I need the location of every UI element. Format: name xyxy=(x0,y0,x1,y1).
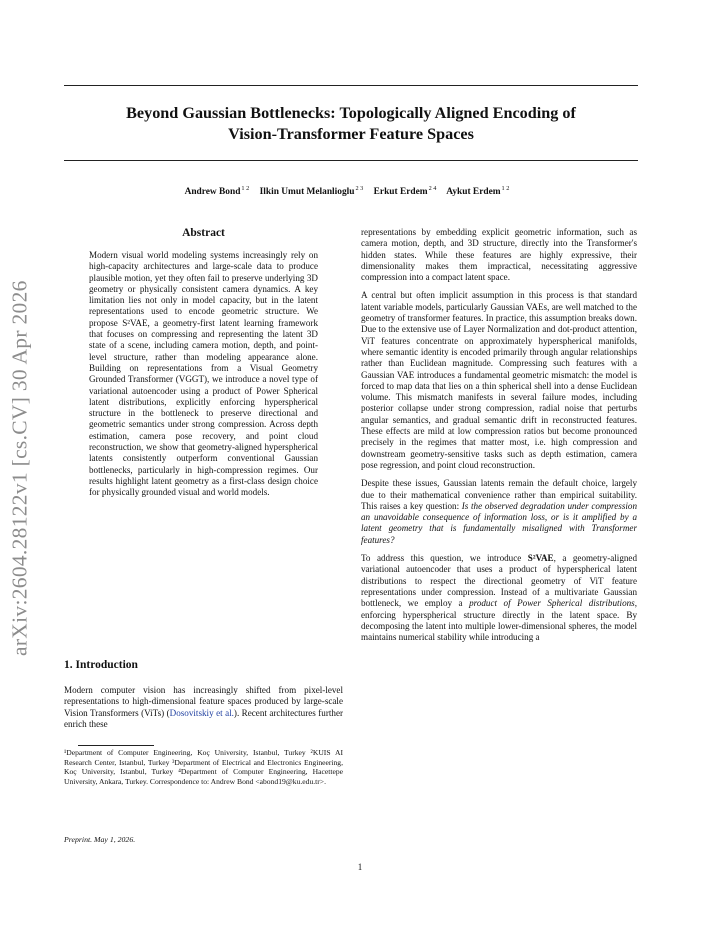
footnote-rule xyxy=(78,745,154,746)
right-column xyxy=(361,227,637,650)
author-list xyxy=(64,184,638,197)
title-line-2: Vision-Transformer Feature Spaces xyxy=(228,125,474,143)
intro-text: Modern computer vision has increasingly shifted from pixel-level representations to high-dimensional feature spaces produced by large-scale Vision Transformers (ViTs) ( xyxy=(64,685,343,718)
affiliations-footnote: ¹Department of Computer Engineering, Koç University, Istanbul, Turkey ²KUIS AI Research Center, Istanbul, Turkey ³Department of Electrical and Electronics Engineering, Koç University, Istanbul, Turkey ⁴Department of Computer Engineering, Hacettepe University, Ankara, Turkey. Correspondence to: Andrew Bond <abond19@ku.edu.tr>. xyxy=(64,748,343,786)
author-affiliation: 2 4 xyxy=(428,184,437,192)
page-number: 1 xyxy=(357,862,363,872)
section-heading-introduction: 1. Introduction xyxy=(64,659,138,671)
paragraph-text: , enforcing hyperspherical structure directly in the latent space. By decomposing the latent into multiple lower-dimensional spheres, the model maintains numerical stability while introducing a xyxy=(361,598,637,643)
author-name: Ilkin Umut Melanlioglu xyxy=(259,187,355,197)
citation-link[interactable]: Dosovitskiy et al. xyxy=(169,707,234,718)
top-rule xyxy=(64,85,638,86)
abstract-heading: Abstract xyxy=(182,227,225,239)
title-line-1: Beyond Gaussian Bottlenecks: Topologically Aligned Encoding of xyxy=(126,104,576,122)
abstract-text: Modern visual world modeling systems increasingly rely on high-capacity architectures and large-scale data to produce plausible motion, yet they often fail to preserve underlying 3D geometry or physically consistent camera dynamics. A key limitation lies not only in model capacity, but in the latent representations used to encode geometric structure. We propose S²VAE, a geometry-first latent learning framework that focuses on compressing and representing the latent 3D state of a scene, including camera motion, depth, and point-level structure, rather than modeling appearance alone. Building on representations from a Visual Geometry Grounded Transformer (VGGT), we introduce a novel type of variational autoencoder using a product of Power Spherical latent distributions, explicitly enforcing hyperspherical structure in the bottleneck to preserve directional and geometric semantics under strong compression. Across depth estimation, camera pose recovery, and point cloud reconstruction, we show that geometry-aligned hyperspherical latents consistently outperform conventional Gaussian bottlenecks, particularly in high-compression regimes. Our results highlight latent geometry as a first-class design choice for physically grounded visual and world models. xyxy=(89,250,318,498)
preprint-date: Preprint. May 1, 2026. xyxy=(64,835,136,844)
body-paragraph: A central but often implicit assumption in this process is that standard latent variable models, particularly Gaussian VAEs, are well matched to the geometry of transformer features. In practice, this assumption breaks down. Due to the extensive use of Layer Normalization and dot-product attention, ViT features concentrate on approximately hyperspherical manifolds, where semantic identity is encoded primarily through angular relationships rather than Euclidean magnitude. Compressing such features with a Gaussian VAE introduces a fundamental geometric mismatch: the model is forced to map data that lies on a thin spherical shell into a dense Euclidean volume. This mismatch manifests in several failure modes, including posterior collapse under strong compression, radial noise that perturbs angular semantics, and gradual semantic drift in reconstructed features. These effects are mild at low compression ratios but become pronounced precisely in the regimes that matter most, i.e. high compression and downstream geometry-sensitive tasks such as depth estimation, camera pose regression, and point cloud reconstruction. xyxy=(361,290,637,470)
key-question: Is the observed degradation under compression an unavoidable consequence of information loss, or is it amplified by a latent geometry that is fundamentally misaligned with Transformer features? xyxy=(361,500,637,545)
method-name: S²VAE xyxy=(527,553,554,564)
author-name: Andrew Bond xyxy=(184,187,241,197)
paragraph-text: To address this question, we introduce xyxy=(361,553,528,564)
paragraph-text: , a geometry-aligned variational autoencoder that uses a product of hyperspherical latent distributions to respect the directional geometry of ViT feature representations under compression. Instead of a multivariate Gaussian bottleneck, we employ a xyxy=(361,553,637,609)
body-paragraph: representations by embedding explicit geometric information, such as camera motion, depth, and 3D structure, directly into the Transformer's hidden states. While these features are highly expressive, their dimensionality makes them impractical, necessitating aggressive compression into a compact latent space. xyxy=(361,227,637,283)
intro-paragraph xyxy=(64,685,343,730)
intro-text-cont: ). Recent architectures further enrich these xyxy=(64,707,344,729)
author-affiliation: 1 2 xyxy=(501,184,510,192)
arxiv-stamp: arXiv:2604.28122v1 [cs.CV] 30 Apr 2026 xyxy=(7,280,32,656)
emphasis-text: product of Power Spherical distributions xyxy=(469,598,635,609)
body-paragraph xyxy=(361,553,637,643)
author-name: Aykut Erdem xyxy=(446,187,501,197)
body-paragraph xyxy=(361,478,637,546)
title-bottom-rule xyxy=(64,160,638,161)
author-affiliation: 2 3 xyxy=(355,184,364,192)
author-name: Erkut Erdem xyxy=(373,187,428,197)
author-affiliation: 1 2 xyxy=(241,184,250,192)
paper-title xyxy=(64,103,638,145)
paragraph-text: Despite these issues, Gaussian latents remain the default choice, largely due to their mathematical convenience rather than empirical suitability. This raises a key question: xyxy=(361,478,637,511)
